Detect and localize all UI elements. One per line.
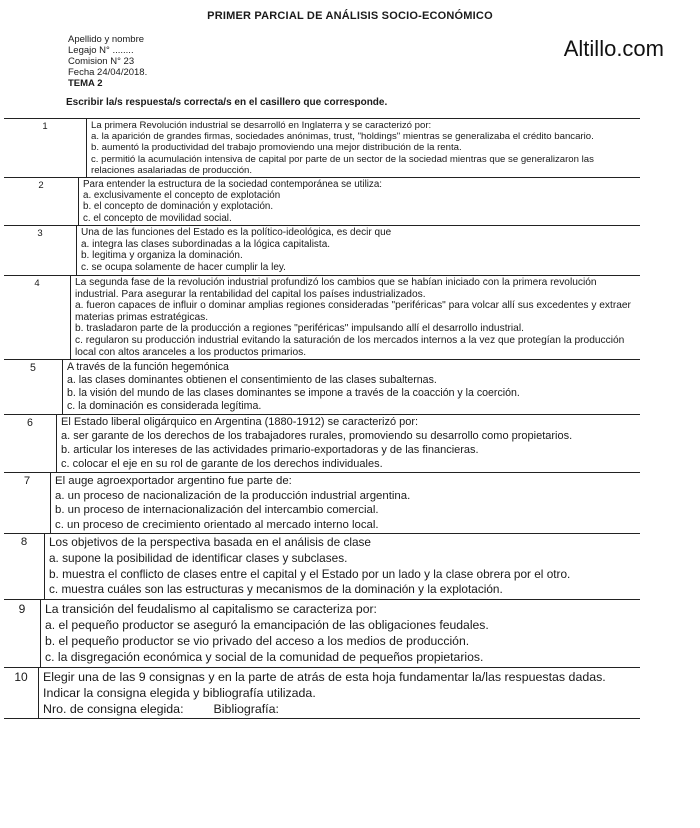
question-text: El auge agroexportador argentino fue parte de:: [55, 475, 292, 488]
question-number-cell[interactable]: 8: [4, 534, 45, 598]
legajo-label: Legajo N° ........: [68, 45, 134, 56]
question-text: Una de las funciones del Estado es la político-ideológica, es decir que: [81, 226, 392, 238]
option-a: a. ser garante de los derechos de los trabajadores rurales, promoviendo su desarrollo como propietarios.: [61, 429, 573, 442]
student-name-label: Apellido y nombre: [68, 34, 145, 45]
comision-label: Comision N° 23: [68, 56, 135, 67]
option-c: c. permitió la acumulación intensiva de capital por parte de un sector de la sociedad mientras que se generalizaron las relaciones asalariadas de producción.: [91, 153, 594, 176]
option-b: b. un proceso de internacionalización del intercambio comercial.: [55, 504, 379, 517]
question-row: [4, 668, 640, 720]
question-body: [79, 178, 640, 225]
question-row: [4, 534, 640, 599]
question-body: [41, 600, 640, 667]
question-body: [77, 226, 640, 275]
question-text: Elegir una de las 9 consignas y en la parte de atrás de esta hoja fundamentar la/las respuestas dadas. Indicar la consigna elegida y bibliografía utilizada.: [43, 669, 606, 700]
question-number-cell[interactable]: 7: [4, 473, 51, 533]
question-text: La transición del feudalismo al capitalismo se caracteriza por:: [45, 601, 377, 616]
question-number-cell[interactable]: 10: [4, 668, 39, 719]
option-c: c. regularon su producción industrial evitando la saturación de los mercados internos a la vez que protegían la producción local con altos aranceles a los productos primarios.: [75, 334, 625, 358]
question-number-cell[interactable]: 5: [4, 360, 63, 414]
option-a: a. supone la posibilidad de identificar clases y subclases.: [49, 550, 348, 565]
student-info: [68, 34, 147, 89]
option-b: b. articular los intereses de las actividades primario-exportadoras y de las financieras.: [61, 443, 479, 456]
option-b: b. trasladaron parte de la producción a regiones "periféricas" impulsando allí el desarrollo industrial.: [75, 323, 524, 335]
question-number-cell[interactable]: 1: [4, 119, 87, 177]
question-row: [4, 415, 640, 473]
option-c: c. colocar el eje en su rol de garante de los derechos individuales.: [61, 457, 383, 470]
option-b: b. el concepto de dominación y explotación.: [83, 201, 274, 213]
option-a: a. exclusivamente el concepto de explotación: [83, 190, 281, 202]
question-text: Los objetivos de la perspectiva basada en el análisis de clase: [49, 535, 371, 550]
option-c: c. muestra cuáles son las estructuras y mecanismos de la dominación y la explotación.: [49, 582, 503, 597]
question-number-cell[interactable]: 9: [4, 600, 41, 667]
question-text: Para entender la estructura de la sociedad contemporánea se utiliza:: [83, 179, 382, 191]
option-c: c. se ocupa solamente de hacer cumplir la ley.: [81, 262, 286, 274]
option-c: c. el concepto de movilidad social.: [83, 212, 232, 224]
question-body: [71, 276, 640, 359]
option-c: c. un proceso de crecimiento orientado al mercado interno local.: [55, 518, 379, 531]
question-text: La primera Revolución industrial se desarrolló en Inglaterra y se caracterizó por:: [91, 120, 432, 131]
question-row: [4, 600, 640, 668]
option-b: b. aumentó la productividad del trabajo promoviendo una mejor distribución de la renta.: [91, 142, 462, 154]
question-body: [51, 473, 640, 533]
option-a: a. las clases dominantes obtienen el consentimiento de las clases subalternas.: [67, 374, 437, 387]
question-body: [57, 415, 640, 472]
question-text: A través de la función hegemónica: [67, 361, 229, 374]
question-text: El Estado liberal oligárquico en Argentina (1880-1912) se caracterizó por:: [61, 416, 419, 429]
instructions: Escribir la/s respuesta/s correcta/s en el casillero que corresponde.: [66, 97, 388, 108]
option-b: b. muestra el conflicto de clases entre el capital y el Estado por un lado y la clase obrera por el otro.: [49, 566, 571, 581]
option-b: b. la visión del mundo de las clases dominantes se impone a través de la coacción y la coerción.: [67, 387, 520, 400]
page-title: PRIMER PARCIAL DE ANÁLISIS SOCIO-ECONÓMICO: [207, 10, 493, 22]
question-text: La segunda fase de la revolución industrial profundizó los cambios que se habían iniciado con la primera revolución industrial. Para asegurar la rentabilidad del capital los países industrializados.: [75, 277, 597, 300]
option-b: b. legitima y organiza la dominación.: [81, 250, 243, 262]
question-number-cell[interactable]: 2: [4, 178, 79, 225]
question-number-cell[interactable]: 4: [4, 276, 71, 359]
option-a: a. fueron capaces de influir o dominar amplias regiones consideradas "periféricas" para volcar allí sus excedentes y extraer materias primas estratégicas.: [75, 300, 631, 323]
option-c: c. la dominación es considerada legítima.: [67, 400, 262, 413]
question-row: [4, 119, 640, 178]
final-fields: [43, 701, 636, 717]
question-number-cell[interactable]: 3: [4, 226, 77, 275]
option-a: a. la aparición de grandes firmas, sociedades anónimas, trust, "holdings" mientras se generalizaba el crédito bancario.: [91, 131, 594, 143]
consigna-field-label[interactable]: Nro. de consigna elegida:: [43, 701, 184, 716]
question-row: [4, 226, 640, 276]
option-a: a. el pequeño productor se aseguró la emancipación de las obligaciones feudales.: [45, 617, 489, 632]
question-number-cell[interactable]: 6: [4, 415, 57, 472]
tema-label: TEMA 2: [68, 78, 103, 89]
question-body: [87, 119, 640, 177]
question-row: [4, 473, 640, 534]
question-row: [4, 276, 640, 360]
watermark: Altillo.com: [563, 36, 664, 61]
question-body: [39, 668, 640, 719]
question-body: [45, 534, 640, 598]
question-row: [4, 178, 640, 226]
option-a: a. integra las clases subordinadas a la lógica capitalista.: [81, 238, 331, 250]
option-b: b. el pequeño productor se vio privado del acceso a los medios de producción.: [45, 634, 470, 649]
bibliografia-field-label[interactable]: Bibliografía:: [213, 701, 279, 716]
question-body: [63, 360, 640, 414]
question-row: [4, 360, 640, 415]
date-label: Fecha 24/04/2018.: [68, 67, 148, 78]
questions-table: [4, 118, 640, 719]
option-a: a. un proceso de nacionalización de la producción industrial argentina.: [55, 489, 411, 502]
option-c: c. la disgregación económica y social de la comunidad de pequeños propietarios.: [45, 650, 484, 665]
